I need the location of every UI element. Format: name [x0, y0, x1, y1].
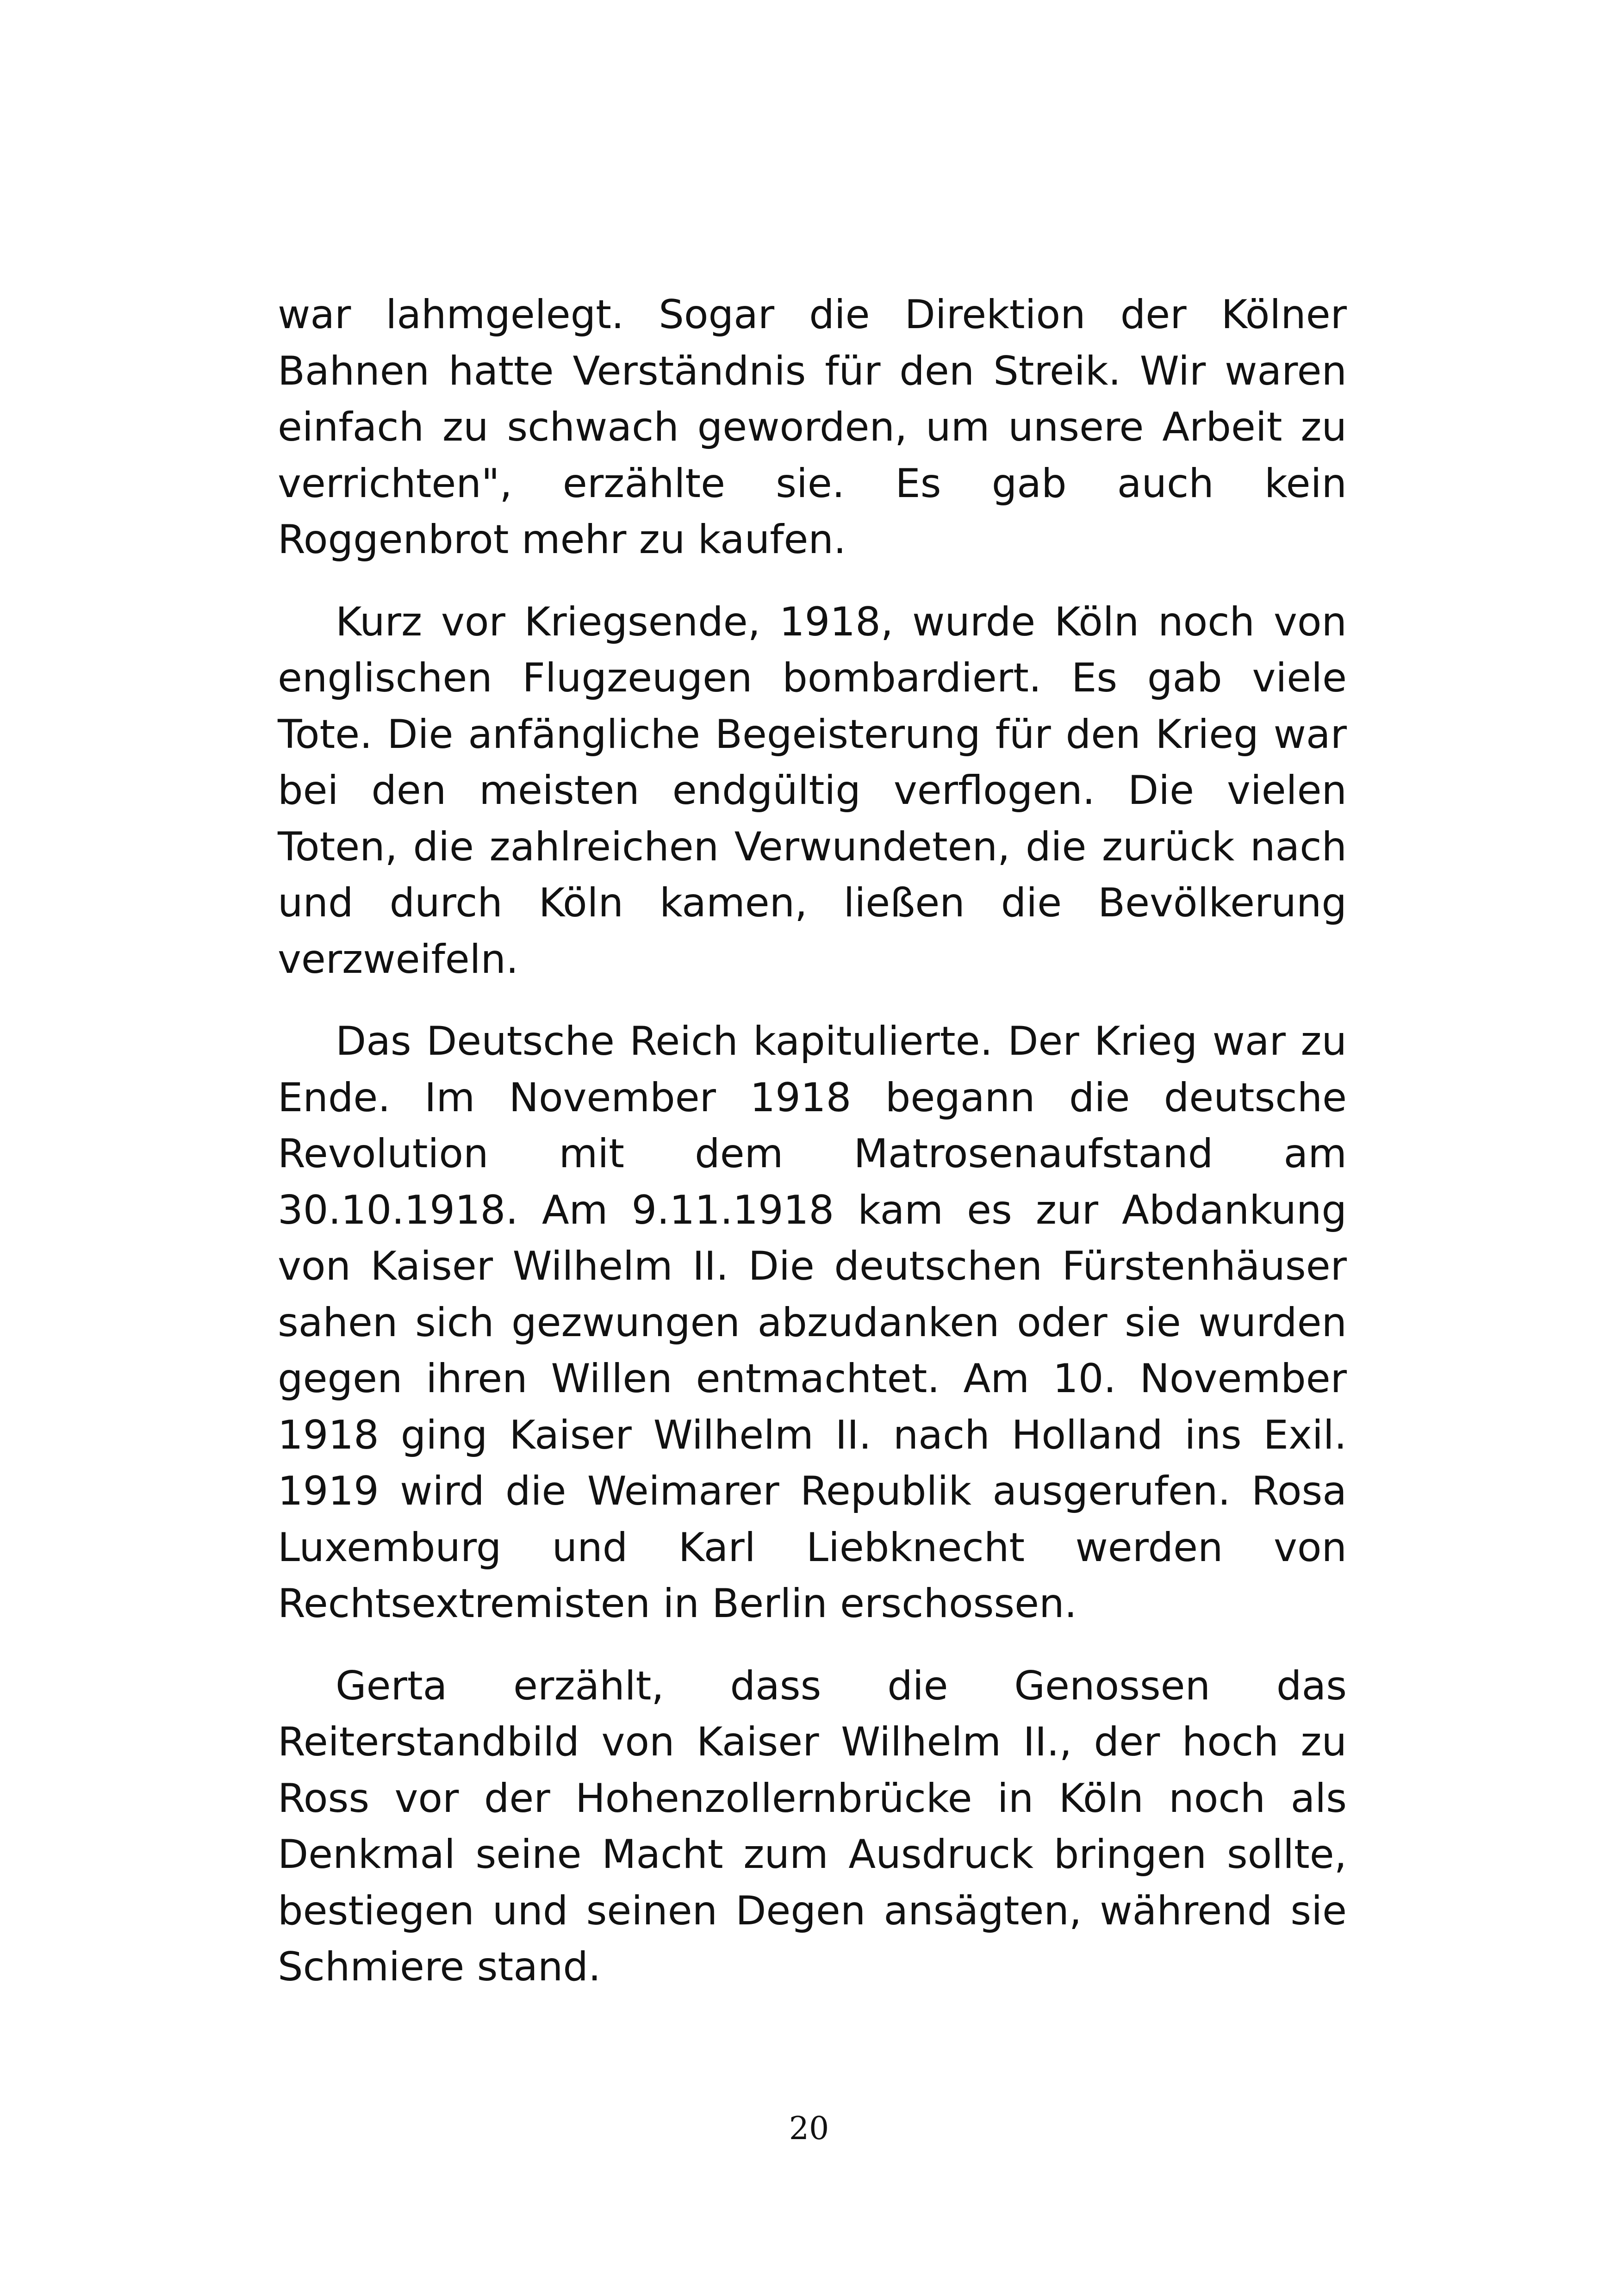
paragraph-2: Kurz vor Kriegsende, 1918, wurde Köln noch von englischen Flugzeugen bombardiert. Es gab viele Tote. Die anfängliche Begeisterung für den Krieg war bei den meisten endgültig verflogen. Die vielen Toten, die zahlreichen Verwundeten, die zurück nach und durch Köln kamen, ließen die Bevölkerung verzweifeln.	[278, 598, 1347, 983]
paragraph-3: Das Deutsche Reich kapitulierte. Der Krieg war zu Ende. Im November 1918 begann die deutsche Revolution mit dem Matrosenaufstand am 30.10.1918. Am 9.11.1918 kam es zur Abdankung von Kaiser Wilhelm II. Die deutschen Fürstenhäuser sahen sich gezwungen abzudanken oder sie wurden gegen ihren Willen entmachtet. Am 10. November 1918 ging Kaiser Wilhelm II. nach Holland ins Exil. 1919 wird die Weimarer Republik ausgerufen. Rosa Luxemburg und Karl Liebknecht werden von Rechtsextremisten in Berlin erschossen.	[278, 1018, 1347, 1627]
page-number: 20	[789, 2110, 829, 2147]
paragraph-4: Gerta erzählt, dass die Genossen das Reiterstandbild von Kaiser Wilhelm II., der hoch zu Ross vor der Hohenzollernbrücke in Köln noch als Denkmal seine Macht zum Ausdruck bringen sollte, bestiegen und seinen Degen ansägten, während sie Schmiere stand.	[278, 1662, 1347, 1990]
page-body	[278, 287, 1347, 2022]
paragraph-1: war lahmgelegt. Sogar die Direktion der Kölner Bahnen hatte Verständnis für den Streik. Wir waren einfach zu schwach geworden, um unsere Arbeit zu verrichten", erzählte sie. Es gab auch kein Roggenbrot mehr zu kaufen.	[278, 292, 1347, 563]
